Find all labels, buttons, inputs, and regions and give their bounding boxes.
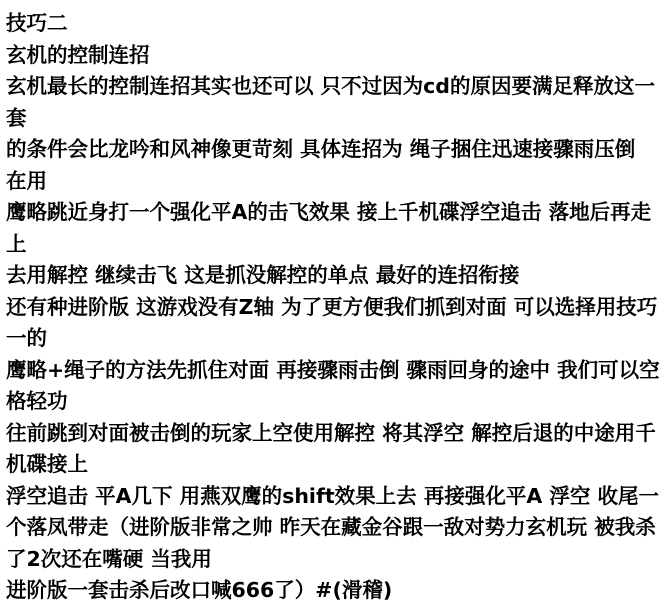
document-line: 玄机最长的控制连招其实也还可以 只不过因为cd的原因要满足释放这一套 — [6, 74, 655, 130]
document-line: 还有种进阶版 这游戏没有Z轴 为了更方便我们抓到对面 可以选择用技巧一的 — [6, 294, 658, 350]
document-line: 技巧二 — [6, 11, 68, 35]
document-line: 浮空追击 平A几下 用燕双鹰的shift效果上去 再接强化平A 浮空 收尾一个落凤带走（进阶版非常之帅 昨天在藏金谷跟一敌对势力玄机玩 被我杀了2次还在嘴硬 当我用 — [6, 483, 659, 571]
document-line: 玄机的控制连招 — [6, 42, 150, 67]
document-line: 鹰略跳近身打一个强化平A的击飞效果 接上千机碟浮空追击 落地后再走上 — [6, 200, 652, 256]
document-line: 进阶版一套击杀后改口喊666了）#(滑稽) — [6, 578, 393, 602]
document-line: 往前跳到对面被击倒的玩家上空使用解控 将其浮空 解控后退的中途用千机碟接上 — [6, 420, 656, 476]
document-line: 的条件会比龙吟和风神像更苛刻 具体连招为 绳子捆住迅速接骤雨压倒 在用 — [6, 137, 643, 193]
document-line: 鹰略+绳子的方法先抓住对面 再接骤雨击倒 骤雨回身的途中 我们可以空格轻功 — [6, 357, 660, 413]
document-line: 去用解控 继续击飞 这是抓没解控的单点 最好的连招衔接 — [6, 263, 520, 287]
document-text-body — [6, 8, 660, 607]
